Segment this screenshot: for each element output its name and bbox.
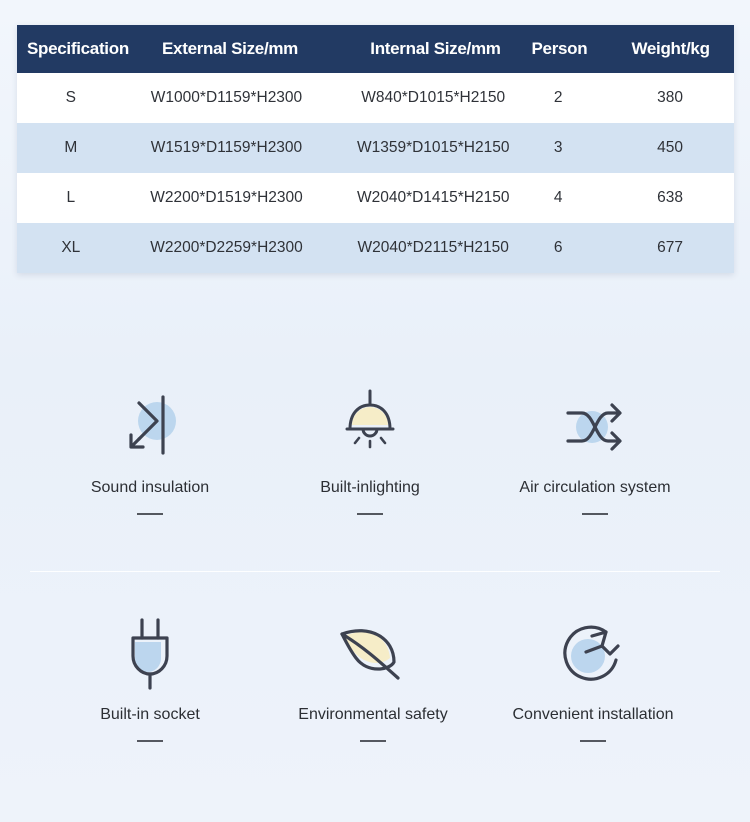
feature-label: Air circulation system bbox=[519, 479, 671, 496]
pendant-lamp-icon bbox=[325, 385, 415, 475]
feature-sound-insulation bbox=[35, 385, 265, 515]
feature-built-in-socket bbox=[35, 612, 265, 742]
header-specification: Specification bbox=[27, 39, 129, 58]
feature-environmental-safety bbox=[258, 612, 488, 742]
table-row bbox=[17, 173, 734, 223]
cell-external-size: W1000*D1159*H2300 bbox=[150, 89, 303, 106]
cell-spec: S bbox=[65, 89, 76, 106]
sound-insulation-icon bbox=[105, 385, 195, 475]
header-person: Person bbox=[531, 39, 588, 58]
feature-dash bbox=[357, 513, 383, 515]
feature-label: Environmental safety bbox=[298, 706, 448, 723]
cell-person: 6 bbox=[553, 239, 563, 256]
feature-built-in-lighting bbox=[255, 385, 485, 515]
shuffle-arrows-icon bbox=[550, 385, 640, 475]
table-row bbox=[17, 73, 734, 123]
feature-label: Built-in socket bbox=[100, 706, 200, 723]
cell-weight: 380 bbox=[657, 89, 684, 106]
cell-weight: 638 bbox=[657, 189, 684, 206]
cell-external-size: W2200*D2259*H2300 bbox=[150, 239, 303, 256]
feature-air-circulation bbox=[480, 385, 710, 515]
plug-icon bbox=[105, 612, 195, 702]
cell-person: 3 bbox=[553, 139, 563, 156]
spec-table bbox=[17, 25, 734, 273]
cell-spec: M bbox=[64, 139, 78, 156]
cell-spec: L bbox=[66, 189, 76, 206]
feature-dash bbox=[582, 513, 608, 515]
spec-table-header bbox=[17, 25, 734, 73]
cell-internal-size: W840*D1015*H2150 bbox=[361, 89, 506, 106]
wrench-icon bbox=[548, 612, 638, 702]
cell-weight: 677 bbox=[657, 239, 684, 256]
feature-dash bbox=[137, 513, 163, 515]
cell-spec: XL bbox=[61, 239, 81, 256]
cell-weight: 450 bbox=[657, 139, 684, 156]
feature-dash bbox=[137, 740, 163, 742]
header-external-size: External Size/mm bbox=[162, 39, 298, 58]
feature-dash bbox=[580, 740, 606, 742]
feature-label: Convenient installation bbox=[512, 706, 674, 723]
table-row bbox=[17, 223, 734, 273]
feature-label: Built-inlighting bbox=[320, 479, 420, 496]
cell-internal-size: W2040*D1415*H2150 bbox=[356, 189, 510, 206]
header-weight: Weight/kg bbox=[631, 39, 710, 58]
table-row bbox=[17, 123, 734, 173]
cell-person: 4 bbox=[553, 189, 563, 206]
cell-external-size: W1519*D1159*H2300 bbox=[150, 139, 303, 156]
cell-external-size: W2200*D1519*H2300 bbox=[150, 189, 303, 206]
cell-internal-size: W2040*D2115*H2150 bbox=[357, 239, 509, 256]
cell-person: 2 bbox=[553, 89, 563, 106]
section-divider bbox=[30, 571, 720, 572]
feature-dash bbox=[360, 740, 386, 742]
header-internal-size: Internal Size/mm bbox=[370, 39, 501, 58]
feature-label: Sound insulation bbox=[90, 479, 210, 496]
leaf-icon bbox=[328, 612, 418, 702]
cell-internal-size: W1359*D1015*H2150 bbox=[356, 139, 510, 156]
feature-convenient-installation bbox=[478, 612, 708, 742]
